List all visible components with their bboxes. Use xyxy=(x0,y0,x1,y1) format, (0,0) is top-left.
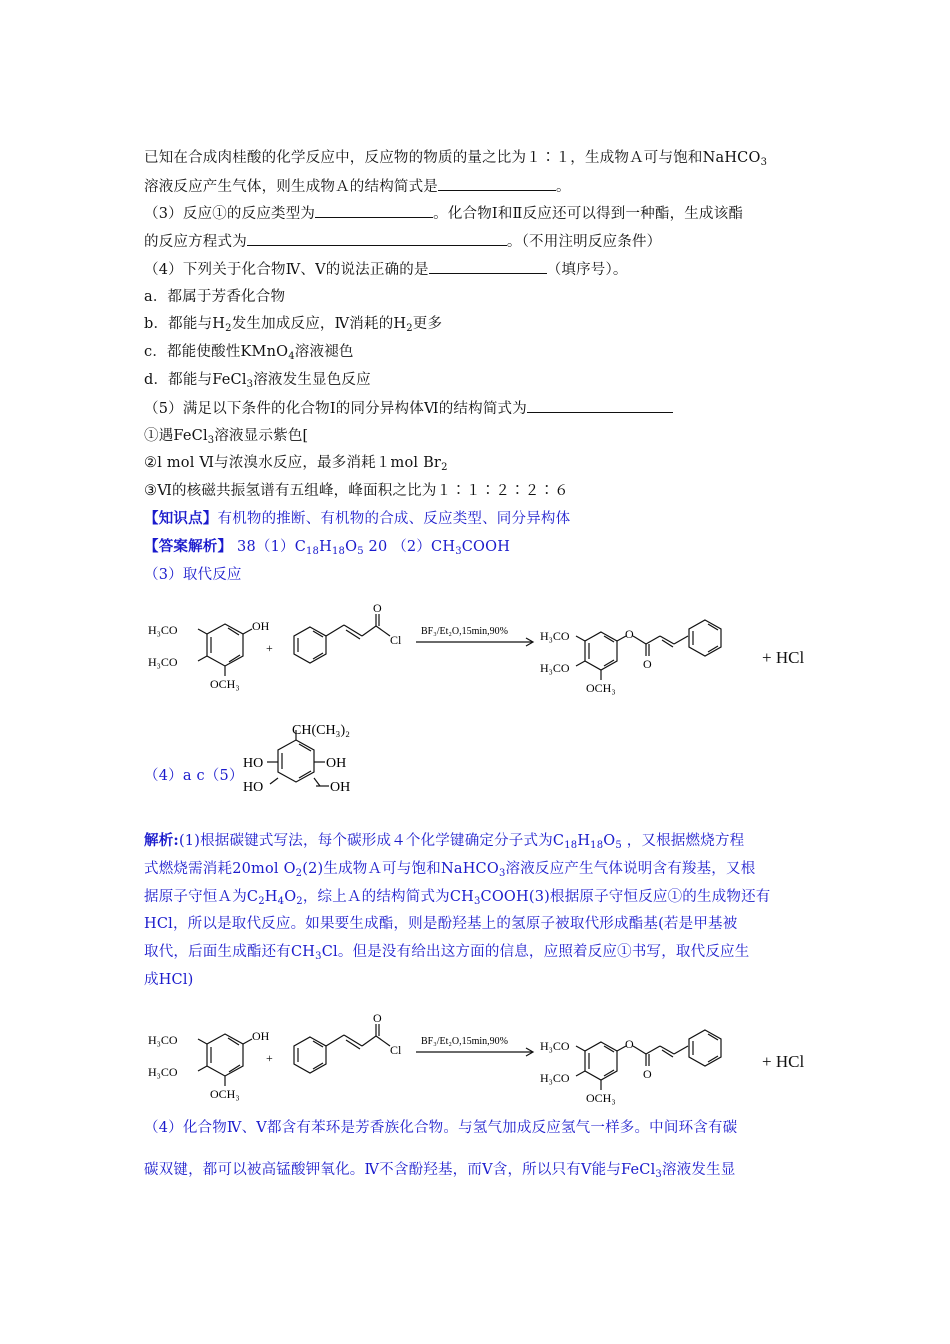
option-b: b．都能与$H_2$发生加成反应，Ⅳ消耗的$H_2$更多 xyxy=(144,316,443,334)
h3co-label: H₃CO xyxy=(540,661,570,675)
reaction-conditions: BF₃/Et₂O,15min,90% xyxy=(421,626,508,637)
carbonyl-oxygen-label: O xyxy=(643,657,652,671)
oh-label: OH xyxy=(252,1029,270,1043)
reaction-arrow xyxy=(416,638,533,646)
carbonyl-oxygen-label: O xyxy=(643,1067,652,1081)
condition-3: ③Ⅵ的核磁共振氢谱有五组峰，峰面积之比为１∶１∶２∶２∶６ xyxy=(144,483,569,499)
answer-3: （3）取代反应 xyxy=(144,567,242,583)
answer-blank xyxy=(527,398,673,413)
analysis-line-1: 解析:(1)根据碳键式写法，每个碳形成４个化学键确定分子式为$C_{18}H_{18}O_5$ ，又根据燃烧方程 xyxy=(144,832,745,851)
cinnamoyl-chloride xyxy=(294,614,390,663)
ho-label: HO xyxy=(243,780,264,795)
oh-label: OH xyxy=(252,619,270,633)
h3co-label: H₃CO xyxy=(540,1039,570,1053)
cl-label: Cl xyxy=(390,1043,402,1057)
analysis-line-4: HCl，所以是取代反应。如果要生成酯，则是酚羟基上的氢原子被取代形成酯基(若是甲基被 xyxy=(144,916,738,932)
hcl-byproduct: + HCl xyxy=(762,1052,805,1071)
reaction-scheme-repeat xyxy=(140,1010,820,1110)
hcl-byproduct: + HCl xyxy=(762,648,805,667)
option-a: a．都属于芳香化合物 xyxy=(144,289,286,305)
option-d: d．都能与FeCl$_3$溶液发生显色反应 xyxy=(144,372,371,390)
condition-1: ①遇FeCl$_3$溶液显示紫色[ xyxy=(144,428,309,446)
analysis-line-6: 成HCl) xyxy=(144,972,194,988)
ester-oxygen-label: O xyxy=(625,627,634,641)
answer-blank xyxy=(247,231,507,246)
analysis-line-7: （4）化合物Ⅳ、Ⅴ都含有苯环是芳香族化合物。与氢气加成反应氢气一样多。中间环含有碳 xyxy=(144,1120,738,1136)
answer-blank xyxy=(438,176,556,191)
och3-label: OCH₃ xyxy=(210,677,240,691)
analysis-line-5: 取代，后面生成酯还有$CH_3Cl$。但是没有给出这方面的信息，应照着反应①书写，取代反应生 xyxy=(144,944,750,962)
och3-label: OCH₃ xyxy=(210,1087,240,1101)
isomer-structure xyxy=(240,720,370,805)
plus-sign: + xyxy=(266,1051,273,1065)
answer-blank xyxy=(315,203,433,218)
ester-oxygen-label: O xyxy=(625,1037,634,1051)
oh-label: OH xyxy=(326,756,347,771)
answer-blank xyxy=(429,259,547,274)
h3co-label: H₃CO xyxy=(148,1065,178,1079)
analysis-line-2: 式燃烧需消耗20mol $O_2(2)$生成物Ａ可与饱和NaHCO$_3$溶液反应产生气体说明含有羧基，又根 xyxy=(144,861,756,879)
plus-sign: + xyxy=(266,641,273,655)
condition-2: ②l mol Ⅵ与浓溴水反应，最多消耗１mol $Br_2$ xyxy=(144,455,448,473)
och3-label: OCH₃ xyxy=(586,681,616,695)
text-line-3: （3）反应①的反应类型为 。化合物Ⅰ和Ⅱ反应还可以得到一种酯，生成该酯 xyxy=(144,203,743,224)
reaction-conditions: BF₃/Et₂O,15min,90% xyxy=(421,1036,508,1047)
answer-4-5: （4）a c（5） xyxy=(144,768,244,784)
h3co-label: H₃CO xyxy=(148,1033,178,1047)
oxygen-label: O xyxy=(373,1011,382,1025)
text-line-10: （5）满足以下条件的化合物Ⅰ的同分异构体Ⅵ的结构简式为 xyxy=(144,398,673,419)
oh-label: OH xyxy=(330,780,351,795)
analysis-line-8: 碳双键，都可以被高锰酸钾氧化。Ⅳ不含酚羟基，而Ⅴ含，所以只有Ⅴ能与FeCl$_3$溶液发生显 xyxy=(144,1162,736,1180)
oxygen-label: O xyxy=(373,601,382,615)
h3co-label: H₃CO xyxy=(540,1071,570,1085)
text-line-5: （4）下列关于化合物Ⅳ、Ⅴ的说法正确的是 （填序号）。 xyxy=(144,259,628,280)
h3co-label: H₃CO xyxy=(540,629,570,643)
reactant-ring xyxy=(198,624,252,676)
option-c: c．都能使酸性KMnO$_4$溶液褪色 xyxy=(144,344,354,362)
och3-label: OCH₃ xyxy=(586,1091,616,1105)
ho-label: HO xyxy=(243,756,264,771)
cl-label: Cl xyxy=(390,633,402,647)
text-line-2: 溶液反应产生气体，则生成物Ａ的结构简式是 。 xyxy=(144,176,571,197)
h3co-label: H₃CO xyxy=(148,655,178,669)
text-line-4: 的反应方程式为 。（不用注明反应条件） xyxy=(144,231,661,252)
product-structure xyxy=(576,620,721,680)
isopropyl-label: CH(CH₃)₂ xyxy=(292,723,350,738)
answer-line: 【答案解析】 $38(1)C_{18}H_{18}O_5$ 20 $(2)CH_3COOH$ xyxy=(144,538,511,557)
text-line-1: 已知在合成肉桂酸的化学反应中，反应物的物质的量之比为１∶１，生成物Ａ可与饱和NaHCO$_3$ xyxy=(144,150,768,168)
reaction-scheme xyxy=(140,600,820,700)
analysis-line-3: 据原子守恒Ａ为$C_2H_4O_2$，综上Ａ的结构简式为$CH_3COOH(3)$根据原子守恒反应①的生成物还有 xyxy=(144,889,771,907)
knowledge-point: 【知识点】有机物的推断、有机物的合成、反应类型、同分异构体 xyxy=(144,510,571,527)
h3co-label: H₃CO xyxy=(148,623,178,637)
